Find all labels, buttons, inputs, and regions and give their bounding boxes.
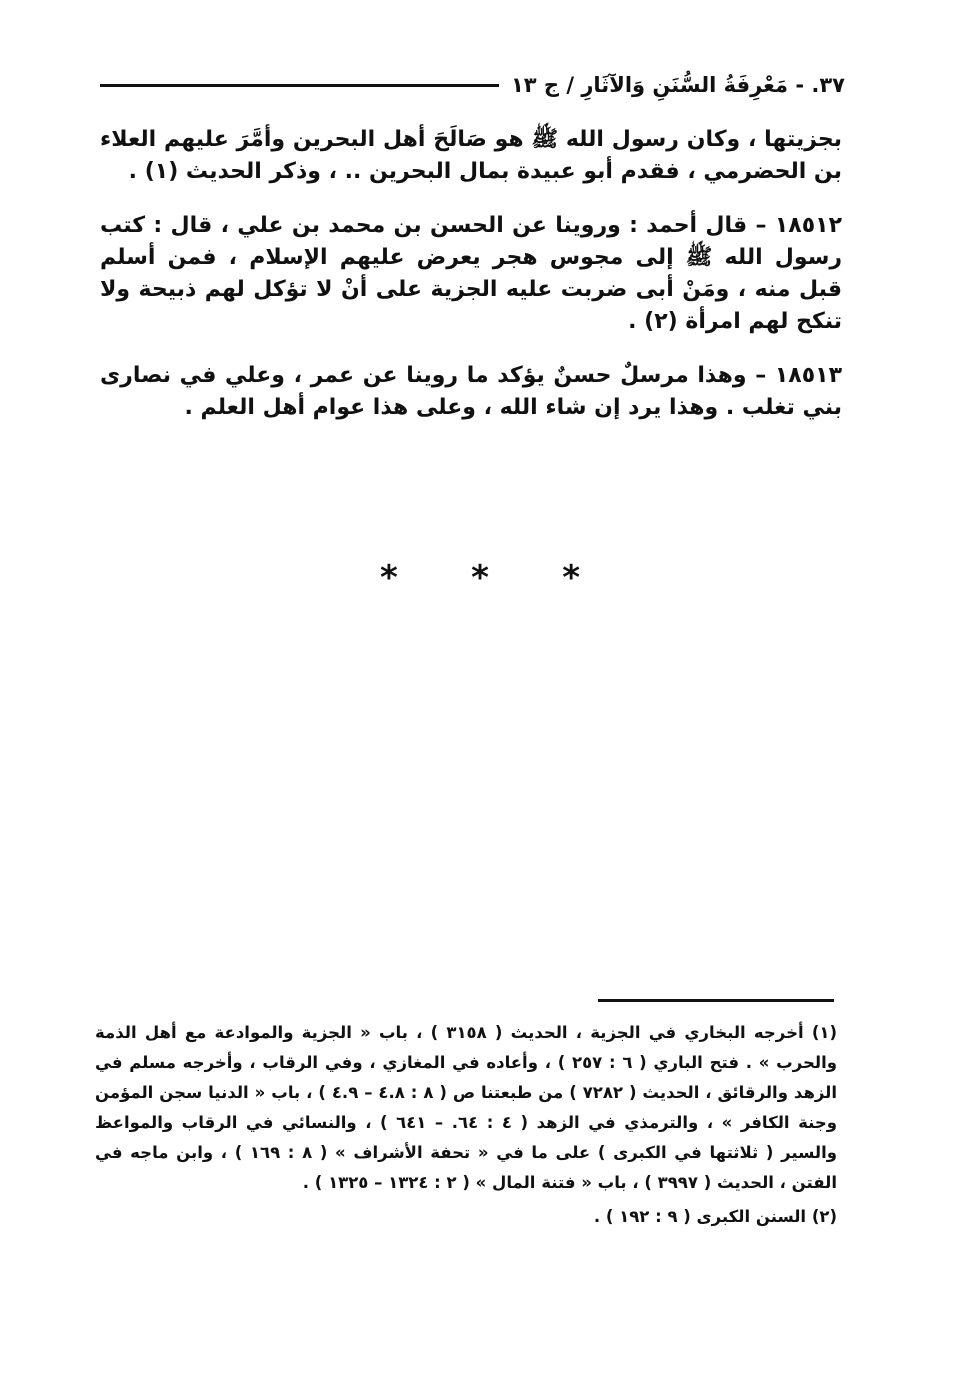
running-header-title: ٣٧. - مَعْرِفَةُ السُّنَنِ وَالآثَارِ / ج ١٣ [510, 73, 845, 97]
running-header [100, 68, 845, 102]
main-text [100, 124, 842, 446]
footnote: (١) أخرجه البخاري في الجزية ، الحديث ( ٣١٥٨ ) ، باب « الجزية والموادعة مع أهل الذمة والحرب » . فتح الباري ( ٦ : ٢٥٧ ) ، وأعاده في المغازي ، وفي الرقاب ، وأخرجه مسلم في الزهد والرقائق ، الحديث ( ٧٢٨٢ ) من طبعتنا ص ( ٨ : ٤.٨ – ٤.٩ ) ، باب « الدنيا سجن المؤمن وجنة الكافر » ، والترمذي في الزهد ( ٤ : ٦٤. – ٦٤١ ) ، والنسائي في الرقاب والمواعظ والسير ( ثلاثتها في الكبرى ) على ما في « تحفة الأشراف » ( ٨ : ١٦٩ ) ، وابن ماجه في الفتن ، الحديث ( ٣٩٩٧ ) ، باب « فتنة المال » ( ٢ : ١٣٢٤ – ١٣٢٥ ) . [95, 1023, 838, 1192]
paragraph: بجزيتها ، وكان رسول الله ﷺ هو صَالَحَ أهل البحرين وأمَّرَ عليهم العلاء بن الحضرمي ، فقدم أبو عبيدة بمال البحرين .. ، وذكر الحديث (١) . [100, 127, 842, 184]
footnote-rule [598, 999, 834, 1002]
section-separator [380, 558, 580, 598]
asterisk: * [562, 558, 580, 598]
header-rule [100, 84, 499, 87]
footnotes [95, 1018, 837, 1236]
asterisk: * [471, 558, 489, 598]
footnote: (٢) السنن الكبرى ( ٩ : ١٩٢ ) . [593, 1207, 837, 1226]
paragraph: ١٨٥١٢ – قال أحمد : وروينا عن الحسن بن محمد بن علي ، قال : كتب رسول الله ﷺ إلى مجوس هجر يعرض عليهم الإسلام ، فمن أسلم قبل منه ، ومَنْ أبى ضربت عليه الجزية على أنْ لا تؤكل لهم ذبيحة ولا تنكح لهم امرأة (٢) . [100, 213, 842, 334]
paragraph: ١٨٥١٣ – وهذا مرسلٌ حسنٌ يؤكد ما روينا عن عمر ، وعلي في نصارى بني تغلب . وهذا يرد إن شاء الله ، وعلى هذا عوام أهل العلم . [100, 363, 842, 420]
asterisk: * [380, 558, 398, 598]
